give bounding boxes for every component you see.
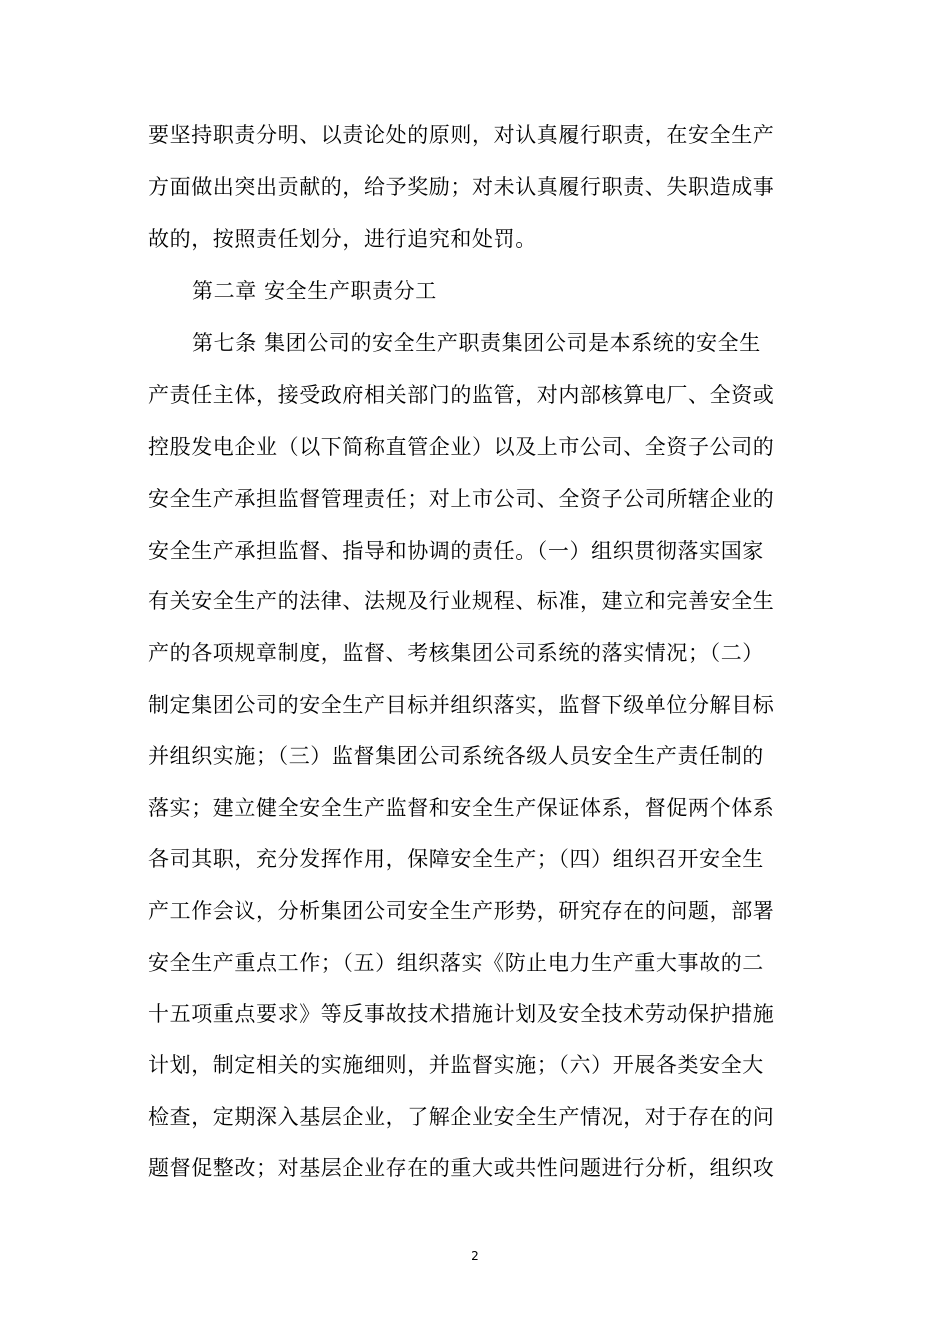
text-line-17: 安全生产重点工作；（五）组织落实《防止电力生产重大事故的二 xyxy=(148,951,764,975)
text-line-7: 控股发电企业（以下简称直管企业）以及上市公司、全资子公司的 xyxy=(148,435,775,459)
text-line-15: 各司其职，充分发挥作用，保障安全生产；（四）组织召开安全生 xyxy=(148,847,764,871)
chapter-heading: 第二章 安全生产职责分工 xyxy=(192,279,437,303)
page-number: 2 xyxy=(471,1249,479,1263)
text-line-13: 并组织实施；（三）监督集团公司系统各级人员安全生产责任制的 xyxy=(148,744,764,768)
text-line-11: 产的各项规章制度，监督、考核集团公司系统的落实情况；（二） xyxy=(148,641,764,665)
text-line-8: 安全生产承担监督管理责任；对上市公司、全资子公司所辖企业的 xyxy=(148,487,775,511)
text-line-21: 题督促整改；对基层企业存在的重大或共性问题进行分析，组织攻 xyxy=(148,1156,775,1180)
text-line-20: 检查，定期深入基层企业，了解企业安全生产情况，对于存在的问 xyxy=(148,1105,775,1129)
text-line-16: 产工作会议，分析集团公司安全生产形势，研究存在的问题，部署 xyxy=(148,899,775,923)
text-line-9: 安全生产承担监督、指导和协调的责任。（一）组织贯彻落实国家 xyxy=(148,539,764,563)
text-line-2: 方面做出突出贡献的，给予奖励；对未认真履行职责、失职造成事 xyxy=(148,175,775,199)
text-line-14: 落实；建立健全安全生产监督和安全生产保证体系，督促两个体系 xyxy=(148,796,775,820)
text-line-18: 十五项重点要求》等反事故技术措施计划及安全技术劳动保护措施 xyxy=(148,1002,775,1026)
text-line-1: 要坚持职责分明、以责论处的原则，对认真履行职责，在安全生产 xyxy=(148,123,775,147)
text-line-10: 有关安全生产的法律、法规及行业规程、标准，建立和完善安全生 xyxy=(148,589,775,613)
text-line-3: 故的，按照责任划分，进行追究和处罚。 xyxy=(148,227,537,251)
text-line-19: 计划，制定相关的实施细则，并监督实施；（六）开展各类安全大 xyxy=(148,1053,764,1077)
text-line-6: 产责任主体，接受政府相关部门的监管，对内部核算电厂、全资或 xyxy=(148,383,775,407)
article-heading-line: 第七条 集团公司的安全生产职责集团公司是本系统的安全生 xyxy=(192,331,761,355)
text-line-12: 制定集团公司的安全生产目标并组织落实，监督下级单位分解目标 xyxy=(148,693,775,717)
